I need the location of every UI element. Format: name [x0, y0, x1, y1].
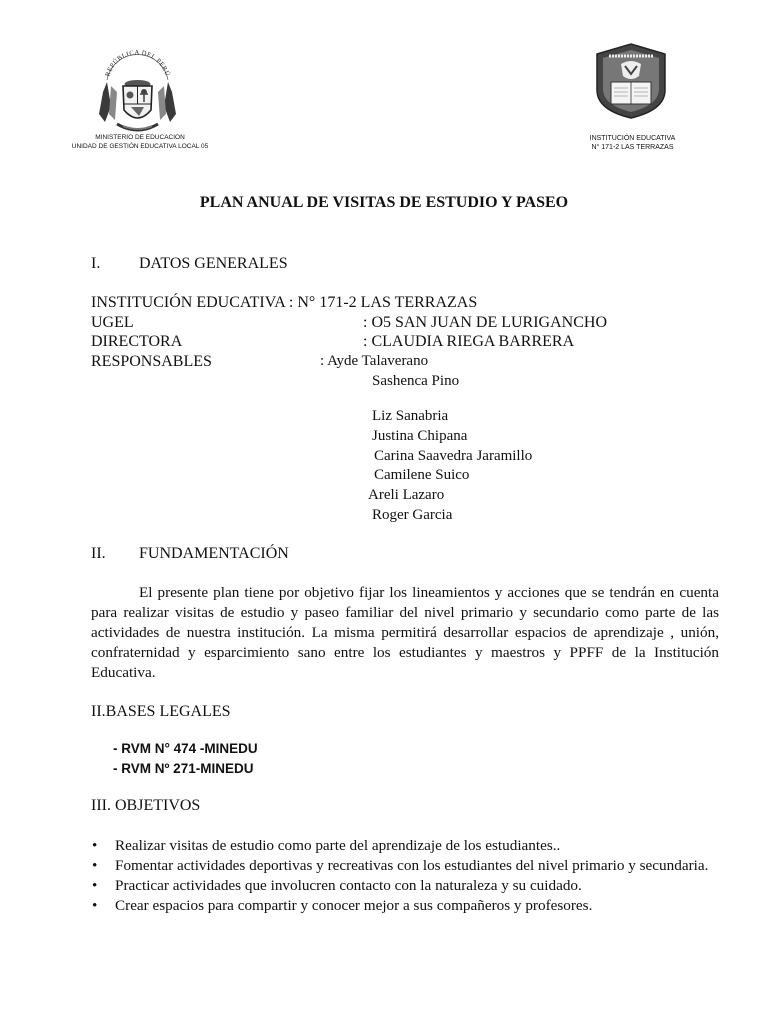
objetivo-text: Practicar actividades que involucren contacto con la naturaleza y su cuidado.	[115, 877, 582, 894]
responsable-name: Carina Saavedra Jaramillo	[374, 448, 533, 464]
list-item	[91, 896, 721, 916]
bases-legales-heading: II.BASES LEGALES	[91, 703, 231, 720]
objetivo-text: Realizar visitas de estudio como parte del aprendizaje de los estudiantes..	[115, 837, 561, 854]
svg-text:REPÚBLICA DEL PERÚ: REPÚBLICA DEL PERÚ	[104, 49, 171, 78]
bullet-icon: •	[92, 877, 98, 894]
objetivo-text: Crear espacios para compartir y conocer mejor a sus compañeros y profesores.	[115, 897, 593, 914]
objetivos-heading: III. OBJETIVOS	[91, 797, 201, 814]
list-item	[91, 836, 721, 856]
list-item	[91, 876, 721, 896]
document-title: PLAN ANUAL DE VISITAS DE ESTUDIO Y PASEO	[199, 194, 569, 211]
fundamentacion-paragraph	[91, 583, 719, 683]
section1-number: I.	[91, 255, 101, 272]
school-caption-line2: N° 171-2 LAS TERRAZAS	[591, 144, 674, 151]
ugel-value: : O5 SAN JUAN DE LURIGANCHO	[363, 314, 607, 331]
bullet-icon: •	[92, 837, 98, 854]
objetivos-list	[91, 836, 721, 916]
responsable-name: Liz Sanabria	[372, 408, 449, 424]
section2-number: II.	[91, 545, 106, 562]
responsables-label: RESPONSABLES	[91, 353, 212, 370]
section2-heading: FUNDAMENTACIÓN	[139, 545, 289, 562]
responsable-name: Justina Chipana	[372, 428, 468, 444]
directora-label: DIRECTORA	[91, 333, 183, 350]
responsable-name: : Ayde Talaverano	[320, 353, 429, 369]
responsable-name: Camilene Suico	[374, 467, 470, 483]
ministry-caption: MINISTERIO DE EDUCACION	[95, 134, 185, 141]
ugel-label: UGEL	[91, 314, 134, 331]
bullet-icon: •	[92, 897, 98, 914]
institucion-line: INSTITUCIÓN EDUCATIVA : N° 171-2 LAS TERRAZAS	[91, 294, 478, 311]
legal-item: - RVM N° 474 -MINEDU	[113, 741, 258, 756]
objetivo-text: Fomentar actividades deportivas y recreativas con los estudiantes del nivel primario y secundaria.	[115, 857, 709, 874]
responsable-name: Roger Garcia	[372, 507, 453, 523]
fundamentacion-text: El presente plan tiene por objetivo fijar los lineamientos y acciones que se tendrán en cuenta para realizar visitas de estudio y paseo familiar del nivel primario y secundario como parte de las actividades de nuestra institución. La misma permitirá desarrollar espacios de aprendizaje , unión, confraternidad y esparcimiento sano entre los estudiantes y maestros y PPFF de la Institución Educativa.	[91, 584, 719, 681]
ugel-caption: UNIDAD DE GESTIÓN EDUCATIVA LOCAL 05	[71, 143, 209, 150]
section1-heading: DATOS GENERALES	[139, 255, 288, 272]
legal-item: - RVM Nº 271-MINEDU	[113, 761, 254, 776]
school-seal-logo	[591, 42, 671, 120]
directora-value: : CLAUDIA RIEGA BARRERA	[363, 333, 575, 350]
list-item	[91, 856, 721, 876]
school-caption-line1: INSTITUCIÓN EDUCATIVA	[589, 135, 676, 142]
responsable-name: Sashenca Pino	[372, 373, 460, 389]
responsable-name: Areli Lazaro	[368, 487, 445, 503]
peru-coat-of-arms-logo	[95, 44, 180, 139]
bullet-icon: •	[92, 857, 98, 874]
